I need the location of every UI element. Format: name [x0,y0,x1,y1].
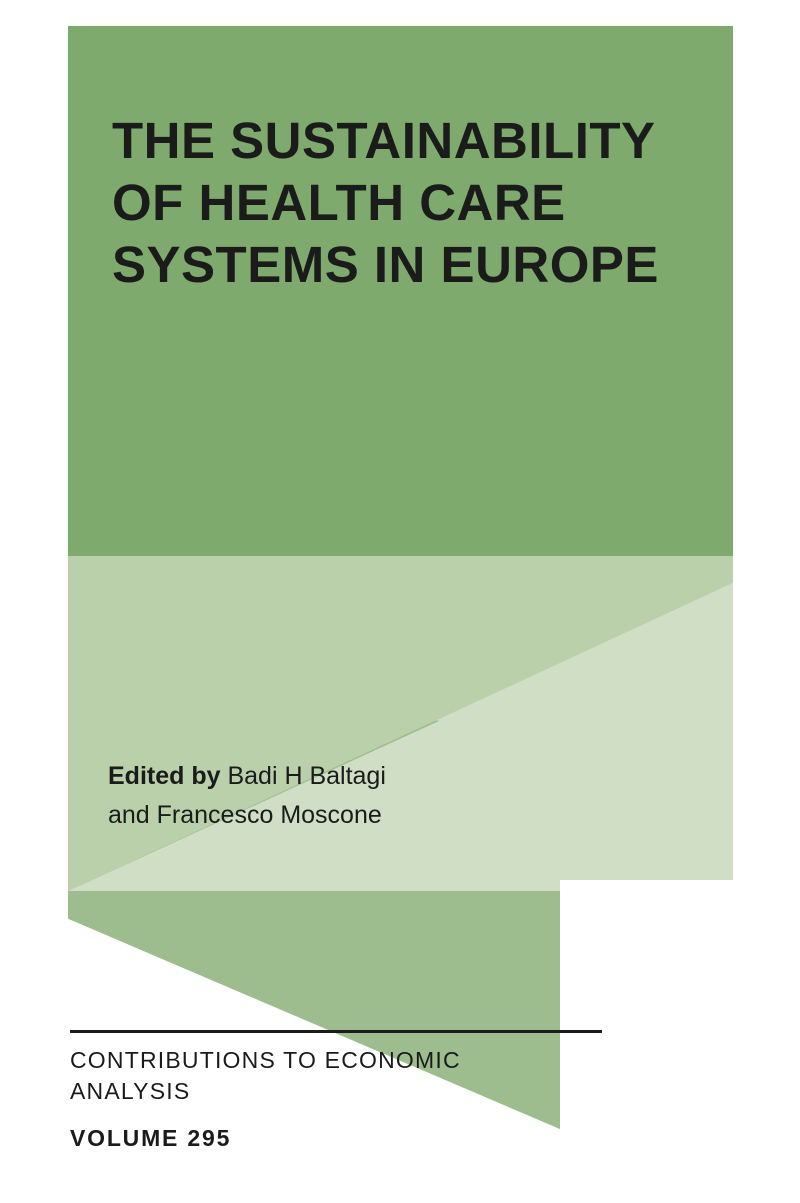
editors-line-1 [108,757,668,796]
book-title-line-2: OF HEALTH CARE [112,174,566,232]
series-divider [70,1030,602,1033]
series-block [70,1030,670,1152]
book-title-line-3: SYSTEMS IN EUROPE [112,236,659,294]
editors-block [108,757,668,835]
series-volume: VOLUME 295 [70,1125,232,1152]
edited-by-label: Edited by [108,762,221,790]
series-name [70,1045,490,1107]
series-name-line-1: CONTRIBUTIONS TO ECONOMIC [70,1047,461,1073]
series-name-line-2: ANALYSIS [70,1078,191,1105]
editor-name-primary: Badi H Baltagi [220,762,386,790]
book-title-line-1: THE SUSTAINABILITY [112,112,656,169]
book-title [112,110,712,297]
editors-line-2: and Francesco Moscone [108,800,382,829]
